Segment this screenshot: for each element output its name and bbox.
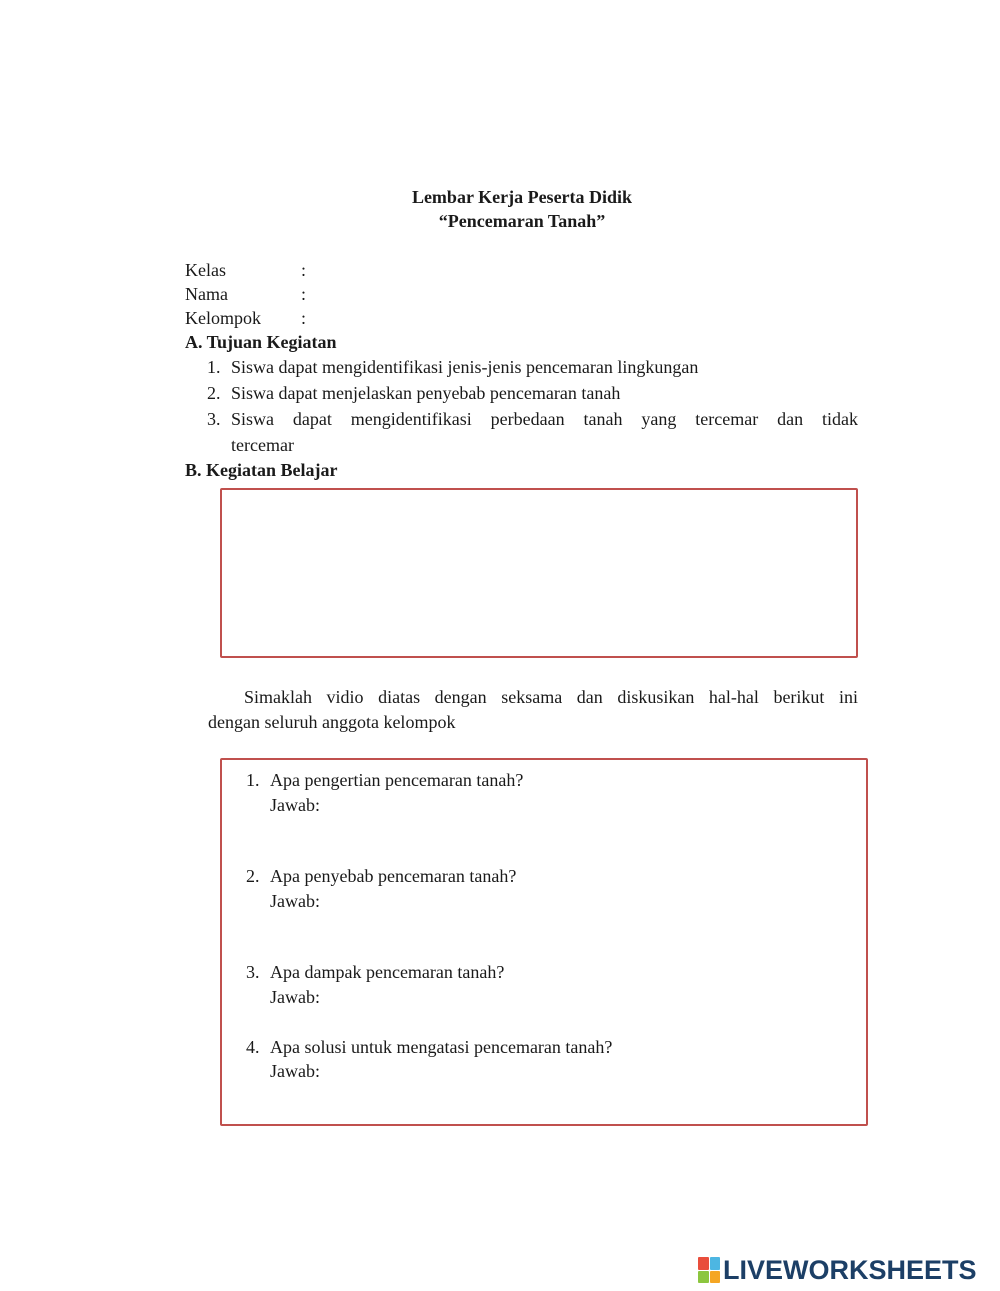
question-4-text: Apa solusi untuk mengatasi pencemaran tanah?	[270, 1037, 613, 1057]
question-1-text: Apa pengertian pencemaran tanah?	[270, 770, 524, 790]
objective-1-text: Siswa dapat mengidentifikasi jenis-jenis pencemaran lingkungan	[231, 357, 699, 377]
objective-3-text-line1: Siswa dapat mengidentifikasi perbedaan tanah yang tercemar dan tidak	[231, 409, 858, 429]
kelompok-label: Kelompok	[185, 308, 261, 328]
objective-3-number: 3.	[207, 409, 221, 429]
worksheet-subtitle: “Pencemaran Tanah”	[438, 211, 606, 231]
objective-3-text-line2: tercemar	[231, 435, 294, 455]
instruction-line-1: Simaklah vidio diatas dengan seksama dan diskusikan hal-hal berikut ini	[244, 687, 858, 707]
question-2-number: 2.	[246, 866, 260, 886]
objective-2-text: Siswa dapat menjelaskan penyebab pencemaran tanah	[231, 383, 621, 403]
section-b-heading: B. Kegiatan Belajar	[185, 460, 338, 480]
question-2-text: Apa penyebab pencemaran tanah?	[270, 866, 517, 886]
liveworksheets-brand[interactable]	[698, 1254, 977, 1286]
question-3-answer-label: Jawab:	[270, 987, 320, 1007]
nama-colon: :	[301, 284, 307, 304]
question-2-answer-label: Jawab:	[270, 891, 320, 911]
worksheet-title: Lembar Kerja Peserta Didik	[411, 187, 633, 207]
question-4-number: 4.	[246, 1037, 260, 1057]
kelas-label: Kelas	[185, 260, 226, 280]
section-a-heading: A. Tujuan Kegiatan	[185, 332, 337, 352]
kelas-colon: :	[301, 260, 307, 280]
brand-name: LIVEWORKSHEETS	[723, 1254, 977, 1285]
question-4-answer-label: Jawab:	[270, 1061, 320, 1081]
kelompok-colon: :	[301, 308, 307, 328]
objective-2-number: 2.	[207, 383, 221, 403]
question-3-number: 3.	[246, 962, 260, 982]
question-3-text: Apa dampak pencemaran tanah?	[270, 962, 505, 982]
question-1-number: 1.	[246, 770, 260, 790]
question-1-answer-label: Jawab:	[270, 795, 320, 815]
video-frame[interactable]	[220, 488, 858, 658]
liveworksheets-logo-icon	[698, 1257, 720, 1283]
instruction-line-2: dengan seluruh anggota kelompok	[208, 712, 456, 732]
objective-1-number: 1.	[207, 357, 221, 377]
nama-label: Nama	[185, 284, 228, 304]
